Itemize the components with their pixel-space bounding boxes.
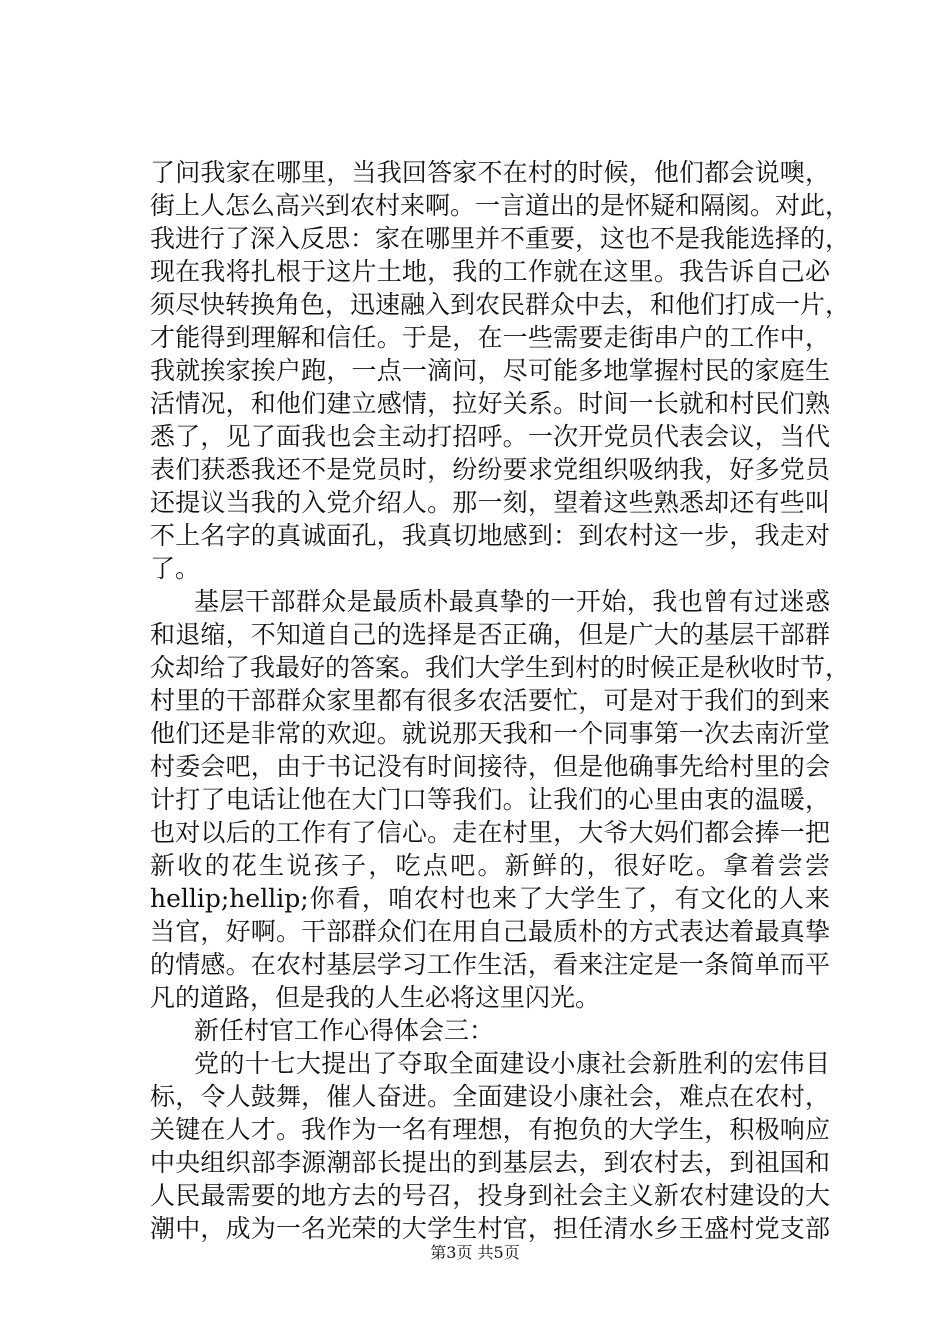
text-line: 才能得到理解和信任。于是，在一些需要走街串户的工作中， <box>150 323 830 352</box>
text-line: 他们还是非常的欢迎。就说那天我和一个同事第一次去南沂堂 <box>150 719 830 748</box>
text-line: 悉了，见了面我也会主动打招呼。一次开党员代表会议，当代 <box>150 422 830 451</box>
text-line: 标，令人鼓舞，催人奋进。全面建设小康社会，难点在农村， <box>150 1082 830 1111</box>
text-line: 村里的干部群众家里都有很多农活要忙，可是对于我们的到来 <box>150 686 830 715</box>
body-text <box>150 156 851 1245</box>
text-line: 中央组织部李源潮部长提出的到基层去，到农村去，到祖国和 <box>150 1148 830 1177</box>
text-line: 须尽快转换角色，迅速融入到农民群众中去，和他们打成一片， <box>150 290 851 319</box>
text-line: 计打了电话让他在大门口等我们。让我们的心里由衷的温暖， <box>150 785 830 814</box>
text-line: 人民最需要的地方去的号召，投身到社会主义新农村建设的大 <box>150 1181 830 1210</box>
text-line: 的情感。在农村基层学习工作生活，看来注定是一条简单而平 <box>150 950 830 979</box>
text-line: 街上人怎么高兴到农村来啊。一言道出的是怀疑和隔阂。对此， <box>150 191 851 220</box>
page-footer: 第3页 共5页 <box>430 1243 520 1262</box>
text-line: 村委会吧，由于书记没有时间接待，但是他确事先给村里的会 <box>150 752 830 781</box>
text-line: 我就挨家挨户跑，一点一滴问，尽可能多地掌握村民的家庭生 <box>150 356 830 385</box>
text-line: 新收的花生说孩子，吃点吧。新鲜的，很好吃。拿着尝尝 <box>150 851 830 880</box>
text-line: 表们获悉我还不是党员时，纷纷要求党组织吸纳我，好多党员 <box>150 455 830 484</box>
text-line: 活情况，和他们建立感情，拉好关系。时间一长就和村民们熟 <box>150 389 830 418</box>
text-line: 现在我将扎根于这片土地，我的工作就在这里。我告诉自己必 <box>150 257 830 286</box>
text-line: 不上名字的真诚面孔，我真切地感到：到农村这一步，我走对 <box>150 521 830 550</box>
text-line: 了。 <box>150 554 201 583</box>
text-line: 潮中，成为一名光荣的大学生村官，担任清水乡王盛村党支部 <box>150 1214 830 1243</box>
text-line: 当官，好啊。干部群众们在用自己最质朴的方式表达着最真挚 <box>150 917 830 946</box>
text-line: 还提议当我的入党介绍人。那一刻，望着这些熟悉却还有些叫 <box>150 488 830 517</box>
text-line: 和退缩，不知道自己的选择是否正确，但是广大的基层干部群 <box>150 620 830 649</box>
text-line: hellip;hellip;你看，咱农村也来了大学生了，有文化的人来 <box>150 884 830 913</box>
text-line: 众却给了我最好的答案。我们大学生到村的时候正是秋收时节， <box>150 653 851 682</box>
text-line: 我进行了深入反思：家在哪里并不重要，这也不是我能选择的， <box>150 224 851 253</box>
text-line: 也对以后的工作有了信心。走在村里，大爷大妈们都会捧一把 <box>150 818 830 847</box>
text-line: 了问我家在哪里，当我回答家不在村的时候，他们都会说噢， <box>150 158 830 187</box>
text-line: 党的十七大提出了夺取全面建设小康社会新胜利的宏伟目 <box>194 1049 830 1078</box>
text-line: 凡的道路，但是我的人生必将这里闪光。 <box>150 983 601 1012</box>
text-line: 关键在人才。我作为一名有理想，有抱负的大学生，积极响应 <box>150 1115 830 1144</box>
text-line: 基层干部群众是最质朴最真挚的一开始，我也曾有过迷惑 <box>194 587 830 616</box>
text-line: 新任村官工作心得体会三： <box>194 1016 495 1045</box>
